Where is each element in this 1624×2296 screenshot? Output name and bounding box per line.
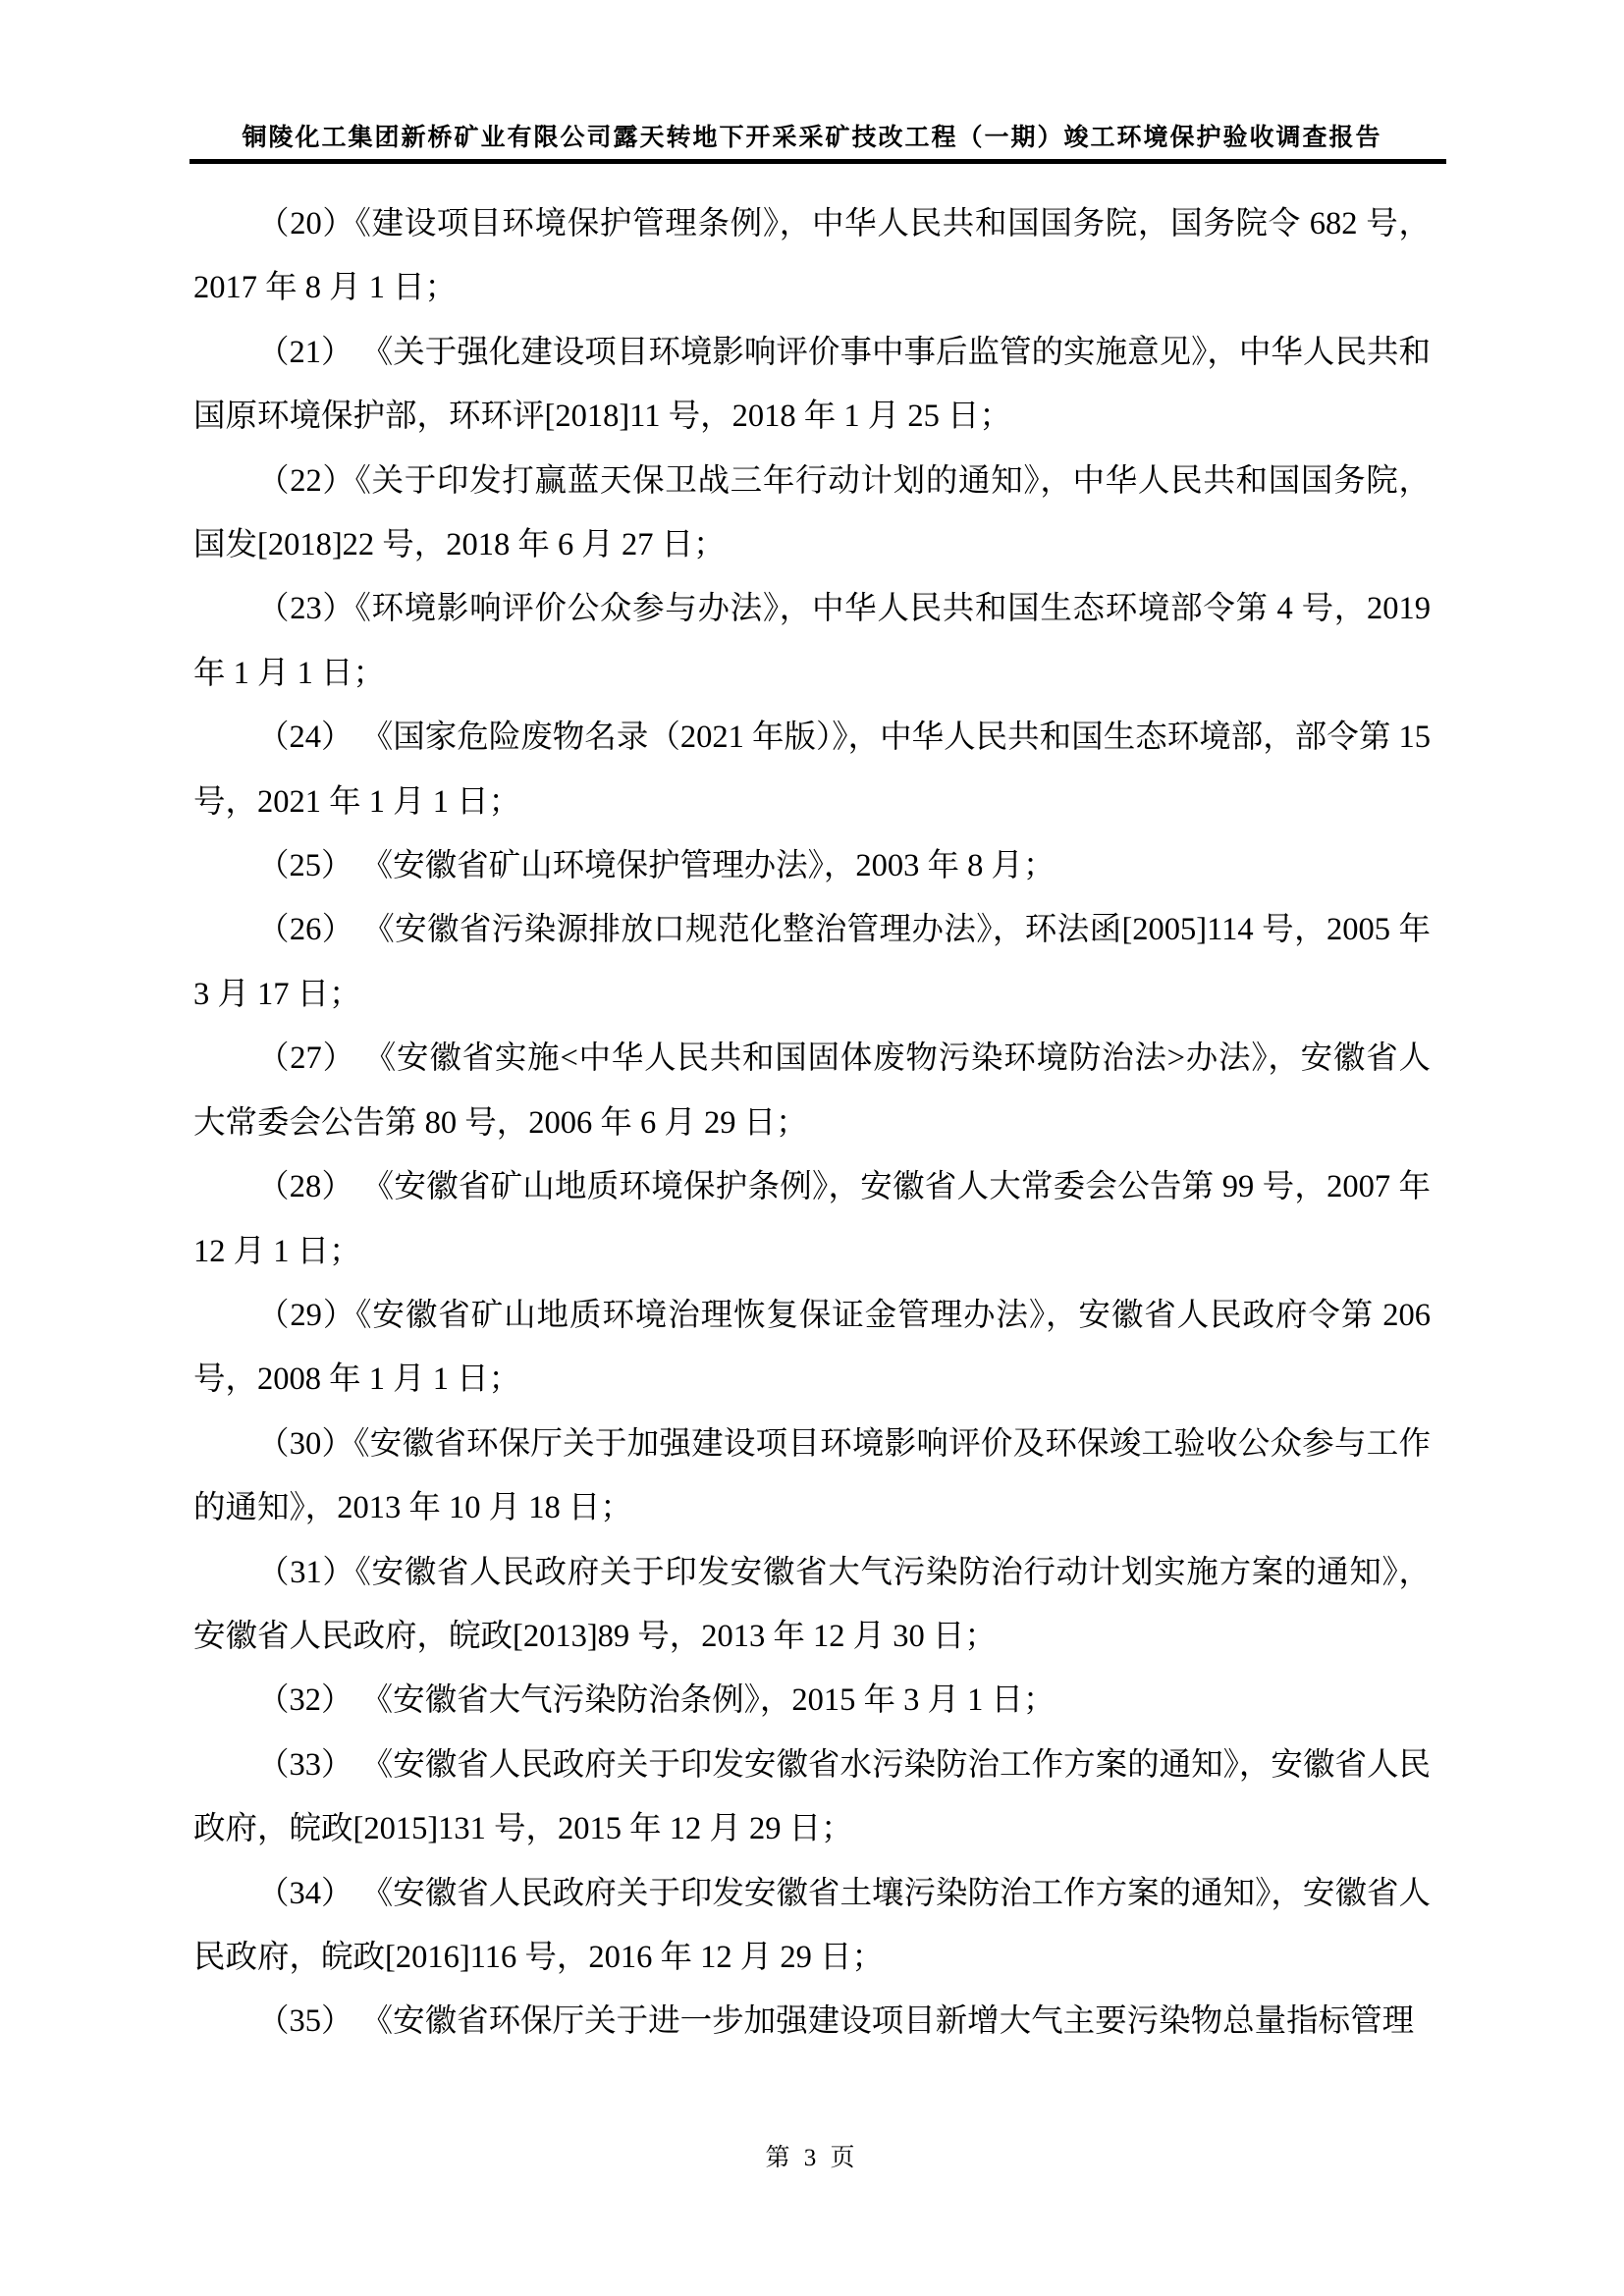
paragraph: （20）《建设项目环境保护管理条例》，中华人民共和国国务院，国务院令 682 号，2017 年 8 月 1 日； [193,206,1431,306]
paragraph: （33） 《安徽省人民政府关于印发安徽省水污染防治工作方案的通知》，安徽省人民政府，皖政[2015]131 号，2015 年 12 月 29 日； [193,1746,1431,1847]
paragraph: （29）《安徽省矿山地质环境治理恢复保证金管理办法》，安徽省人民政府令第 206 号，2008 年 1 月 1 日； [193,1297,1431,1398]
paragraph: （31）《安徽省人民政府关于印发安徽省大气污染防治行动计划实施方案的通知》，安徽省人民政府，皖政[2013]89 号，2013 年 12 月 30 日； [193,1554,1431,1654]
paragraph: （21） 《关于强化建设项目环境影响评价事中事后监管的实施意见》，中华人民共和国原环境保护部，环环评[2018]11 号，2018 年 1 月 25 日； [193,334,1431,435]
paragraph: （23）《环境影响评价公众参与办法》，中华人民共和国生态环境部令第 4 号，2019 年 1 月 1 日； [193,591,1431,691]
paragraph: （30）《安徽省环保厅关于加强建设项目环境影响评价及环保竣工验收公众参与工作的通知》，2013 年 10 月 18 日； [193,1425,1431,1526]
paragraph: （25） 《安徽省矿山环境保护管理办法》，2003 年 8 月； [257,848,1056,884]
page-number: 第 3 页 [765,2145,859,2171]
document-body [193,192,1431,2055]
paragraph: （24） 《国家危险废物名录（2021 年版）》，中华人民共和国生态环境部，部令第 15 号，2021 年 1 月 1 日； [193,720,1431,820]
paragraph: （22）《关于印发打赢蓝天保卫战三年行动计划的通知》，中华人民共和国国务院，国发[2018]22 号，2018 年 6 月 27 日； [193,462,1431,563]
document-header-title: 铜陵化工集团新桥矿业有限公司露天转地下开采采矿技改工程（一期）竣工环境保护验收调查报告 [242,125,1382,151]
paragraph: （28） 《安徽省矿山地质环境保护条例》，安徽省人大常委会公告第 99 号，2007 年 12 月 1 日； [193,1169,1431,1269]
header-rule [189,159,1446,164]
paragraph: （32） 《安徽省大气污染防治条例》，2015 年 3 月 1 日； [257,1682,1056,1719]
paragraph: （26） 《安徽省污染源排放口规范化整治管理办法》，环法函[2005]114 号，2005 年 3 月 17 日； [193,912,1431,1012]
paragraph: （27） 《安徽省实施<中华人民共和国固体废物污染环境防治法>办法》，安徽省人大常委会公告第 80 号，2006 年 6 月 29 日； [193,1041,1431,1141]
paragraph: （35） 《安徽省环保厅关于进一步加强建设项目新增大气主要污染物总量指标管理 [257,2003,1415,2040]
paragraph: （34） 《安徽省人民政府关于印发安徽省土壤污染防治工作方案的通知》，安徽省人民政府，皖政[2016]116 号，2016 年 12 月 29 日； [193,1875,1431,1975]
